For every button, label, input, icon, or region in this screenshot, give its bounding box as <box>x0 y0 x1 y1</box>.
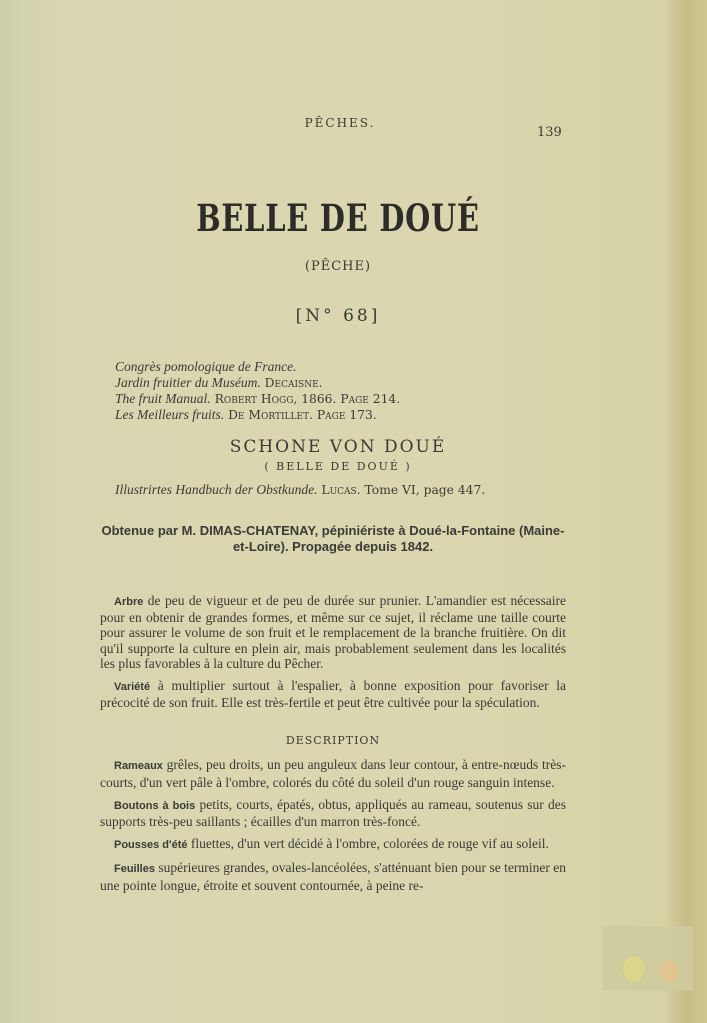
fruit-shape <box>659 960 679 982</box>
paragraph-text: de peu de vigueur et de peu de durée sur prunier. L'amandier est nécessaire pour en obtenir de grandes formes, et même sur ce sujet, il réclame une taille courte pour assurer le volume de son fruit et le remplacement de la branche fruitière. On dit qu'il supporte la culture en plein air, mais probablement seulement dans les localités les plus favorables à la culture du Pêcher. <box>100 593 566 671</box>
reference-author: Robert Hogg, 1866. Page 214. <box>214 392 401 406</box>
reference-work: Les Meilleurs fruits. <box>115 407 225 422</box>
reference <box>115 391 400 407</box>
item-text: fluettes, d'un vert décidé à l'ombre, colorées de rouge vif au soleil. <box>187 836 549 852</box>
reference-author: De Mortillet. Page 173. <box>228 408 377 422</box>
synonym-subtitle: ( BELLE DE DOUÉ ) <box>264 460 412 473</box>
reference <box>115 407 400 423</box>
variety-number: [N° 68] <box>295 306 381 326</box>
reference-work: Illustrirtes Handbuch der Obstkunde. <box>115 482 318 497</box>
paragraph-text: à multiplier surtout à l'espalier, à bonne exposition pour favoriser la précocité de son fruit. Elle est très-fertile et peut être cultivée pour la spéculation. <box>100 678 566 711</box>
description-item <box>100 797 566 829</box>
description-item <box>100 836 566 853</box>
reference-author: Decaisne. <box>264 376 323 390</box>
reference <box>115 359 400 375</box>
description-item <box>100 860 566 892</box>
reference-list <box>115 359 400 423</box>
reference-work: Congrès pomologique de France. <box>115 359 297 374</box>
item-text: petits, courts, épatés, obtus, appliqués au rameau, soutenus sur des supports très-peu saillants ; écailles d'un marron très-foncé. <box>100 796 566 830</box>
reference <box>115 375 400 391</box>
paragraph-variete <box>100 678 566 710</box>
page-number: 139 <box>537 125 562 140</box>
body-text <box>100 523 566 900</box>
synonym-title: SCHONE VON DOUÉ <box>229 437 447 457</box>
page-title: BELLE DE DOUÉ <box>196 196 480 240</box>
item-text: supérieures grandes, ovales-lancéolées, s'atténuant bien pour se terminer en une pointe longue, étroite et souvent contournée, à peine re- <box>100 860 566 893</box>
item-lead: Rameaux <box>114 760 163 773</box>
origin-note: Obtenue par M. DIMAS-CHATENAY, pépiniériste à Doué-la-Fontaine (Maine-et-Loire). Propagée depuis 1842. <box>101 523 565 554</box>
show-through-illustration <box>603 926 693 990</box>
reference-detail: Tome VI, page 447. <box>364 483 486 497</box>
subtitle: (PÊCHE) <box>304 259 372 274</box>
description-heading: DESCRIPTION <box>285 734 381 748</box>
paragraph-arbre <box>100 593 566 671</box>
synonym-reference <box>115 482 485 498</box>
item-lead: Feuilles <box>114 863 155 876</box>
item-text: grêles, peu droits, un peu anguleux dans leur contour, à entre-nœuds très-courts, d'un vert pâle à l'ombre, colorés du côté du soleil d'un rouge sanguin intense. <box>100 757 566 790</box>
paragraph-lead: Variété <box>114 681 151 694</box>
reference-work: The fruit Manual. <box>115 391 211 406</box>
item-lead: Boutons à bois <box>114 799 196 812</box>
item-lead: Pousses d'été <box>114 839 188 852</box>
reference-author: Lucas. <box>321 483 361 497</box>
paragraph-lead: Arbre <box>114 596 144 608</box>
reference-work: Jardin fruitier du Muséum. <box>115 375 261 390</box>
description-item <box>100 757 566 789</box>
fruit-shape <box>623 956 645 982</box>
running-head: PÊCHES. <box>304 116 376 130</box>
